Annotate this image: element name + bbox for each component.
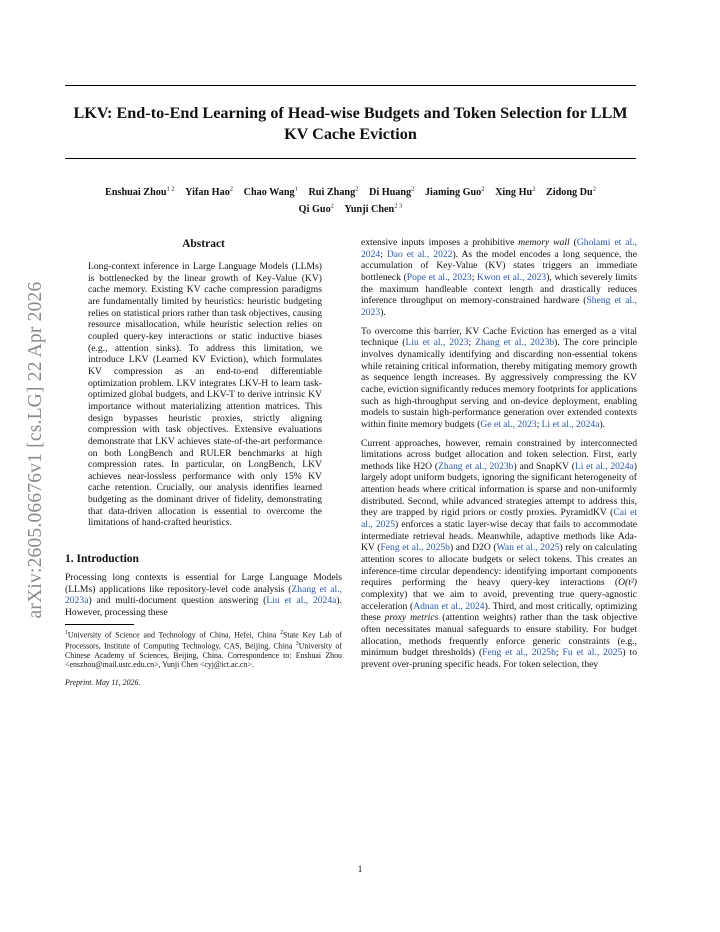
citation-link[interactable]: Kwon et al., 2023 [477, 271, 547, 283]
affiliation-footnote: $^1$University of Science and Technology of China, Hefei, China $^2$State Key Lab of Processors, Institute of Computing Technology, CAS, Beijing, China $^3$University of Chinese Academy of Sciences, Beijing, China. Correspondence to: Enshuai Zhou <enszhou@mail.ustc.edu.cn>, Yunji Chen <cyj@ict.ac.cn>. [65, 629, 342, 670]
citation-link[interactable]: Cai et al., 2025 [361, 507, 637, 531]
author: Rui Zhang$^2$ [308, 186, 359, 199]
complexity-formula: O(t²) [618, 577, 637, 589]
abstract-heading: Abstract [182, 238, 225, 250]
author: Zidong Du$^2$ [545, 186, 596, 199]
citation-link[interactable]: Adnan et al., 2024 [413, 600, 485, 612]
intro-paragraph: To overcome this barrier, KV Cache Eviction has emerged as a vital technique (Liu et al., 2023; Zhang et al., 2023b). The core principle involves dynamically identifying and discarding non-essential tokens while retaining critical information, thereby mitigating memory growth as sequence length increases. By aggressively compressing the KV cache, eviction significantly reduces memory footprints for applications such as high-throughput serving and on-device deployment, enabling models to sustain high-performance generation over extended contexts within finite memory budgets (Ge et al., 2023; Li et al., 2024a). [361, 325, 637, 430]
page-number: 1 [357, 864, 363, 875]
abstract-text: Long-context inference in Large Language Models (LLMs) is bottlenecked by the linear growth of Key-Value (KV) cache memory. Existing KV cache compression paradigms are fundamentally limited by heuristics: heuristic budgeting relies on statistical priors rather than task objectives, causing resource misallocation, while heuristic selection relies on coupled query-key interactions or static inductive biases (e.g., attention sinks). To address this limitation, we introduce LKV (Learned KV Eviction), which formulates KV compression as an end-to-end differentiable optimization problem. LKV integrates LKV-H to learn task-optimized global budgets, and LKV-T to derive intrinsic KV importance without materializing attention matrices. This design bypasses heuristic proxies, strictly aligning compression with task objectives. Extensive evaluations demonstrate that LKV achieves state-of-the-art performance on both LongBench and RULER benchmarks at high compression rates. In particular, on LongBench, LKV achieves near-lossless performance with only 15% KV cache retention. Crucially, our analysis identifies learned budgeting as the dominant driver of fidelity, demonstrating that data-driven allocation is essential to overcome the limitations of hand-crafted heuristics. [88, 261, 322, 529]
citation-link[interactable]: Wan et al., 2025 [496, 542, 560, 554]
author: Qi Guo$^2$ [298, 202, 334, 216]
title-top-rule [65, 85, 636, 86]
author: Chao Wang$^1$ [243, 186, 298, 199]
citation-link[interactable]: Feng et al., 2025b [380, 542, 450, 554]
author: Yifan Hao$^2$ [185, 186, 234, 199]
citation-link[interactable]: Li et al., 2024a [574, 460, 634, 472]
author-list [55, 183, 646, 217]
citation-link[interactable]: Ge et al., 2023 [480, 418, 537, 430]
author: Xing Hu$^2$ [495, 186, 536, 199]
paper-title: LKV: End-to-End Learning of Head-wise Budgets and Token Selection for LLM KV Cache Eviction [73, 104, 628, 143]
right-column [361, 237, 637, 671]
author: Jiaming Guo$^2$ [424, 186, 485, 199]
citation-link[interactable]: Zhang et al., 2023b [438, 460, 514, 472]
citation-link[interactable]: Fu et al., 2025 [562, 647, 623, 659]
left-column [65, 237, 342, 687]
intro-paragraph: Current approaches, however, remain constrained by interconnected limitations across budget allocation and token selection. First, early methods like H2O (Zhang et al., 2023b) and SnapKV (Li et al., 2024a) largely adopt uniform budgets, ignoring the significant heterogeneity of attention heads where critical information is sparse and non-uniformly distributed. Second, while advanced strategies attempt to address this, they are trapped by rigid priors or costly proxies. PyramidKV (Cai et al., 2025) enforces a static layer-wise decay that fails to accommodate intermediate retrieval heads. Meanwhile, adaptive methods like Ada-KV (Feng et al., 2025b) and D2O (Wan et al., 2025) rely on calculating attention scores to allocate budgets or select tokens. This creates an inference-time circular dependency: identifying important components requires performing the heavy query-key interactions (O(t²) complexity) that we aim to avoid, preventing true query-agnostic acceleration (Adnan et al., 2024). Third, and most critically, optimizing these proxy metrics (attention weights) rather than the task objective often necessitates manual safeguards to ensure stability. For budget allocation, methods frequently enforce generic constraints (e.g., minimum budget thresholds) (Feng et al., 2025b; Fu et al., 2025) to prevent over-pruning specific heads. For token selection, they [361, 437, 638, 670]
citation-link[interactable]: Feng et al., 2025b [482, 647, 556, 659]
citation-link[interactable]: Dao et al., 2022 [386, 248, 453, 260]
citation-link[interactable]: Sheng et al., 2023 [361, 295, 637, 318]
intro-paragraph: Processing long contexts is essential for Large Language Models (LLMs) applications like repository-level code analysis (Zhang et al., 2023a) and multi-document question answering (Liu et al., 2024a). However, processing these [65, 572, 343, 619]
author: Di Huang$^2$ [368, 186, 415, 199]
citation-link[interactable]: Liu et al., 2023 [405, 337, 469, 349]
citation-link[interactable]: Gholami et al., 2024 [361, 237, 637, 260]
footnote-rule [65, 624, 134, 625]
citation-link[interactable]: Pope et al., 2023 [406, 271, 472, 283]
author: Enshuai Zhou$^{1 2}$ [105, 186, 175, 199]
preprint-date: Preprint. May 11, 2026. [65, 677, 141, 687]
author: Yunji Chen$^{2 3}$ [344, 202, 403, 216]
citation-link[interactable]: Liu et al., 2024a [266, 595, 337, 607]
introduction-heading: 1. Introduction [65, 553, 139, 566]
title-bottom-rule [65, 158, 636, 159]
arxiv-identifier: arXiv:2605.06676v1 [cs.LG] 22 Apr 2026 [25, 281, 46, 619]
intro-paragraph: extensive inputs imposes a prohibitive memory wall (Gholami et al., 2024; Dao et al., 2022). As the model encodes a long sequence, the accumulation of Key-Value (KV) states triggers an immediate bottleneck (Pope et al., 2023; Kwon et al., 2023), which severely limits the maximum handleable context length and drastically reduces inference throughput on memory-constrained hardware (Sheng et al., 2023). [361, 237, 637, 318]
citation-link[interactable]: Zhang et al., 2023a [65, 583, 343, 607]
citation-link[interactable]: Li et al., 2024a [541, 418, 600, 430]
citation-link[interactable]: Zhang et al., 2023b [475, 337, 555, 349]
